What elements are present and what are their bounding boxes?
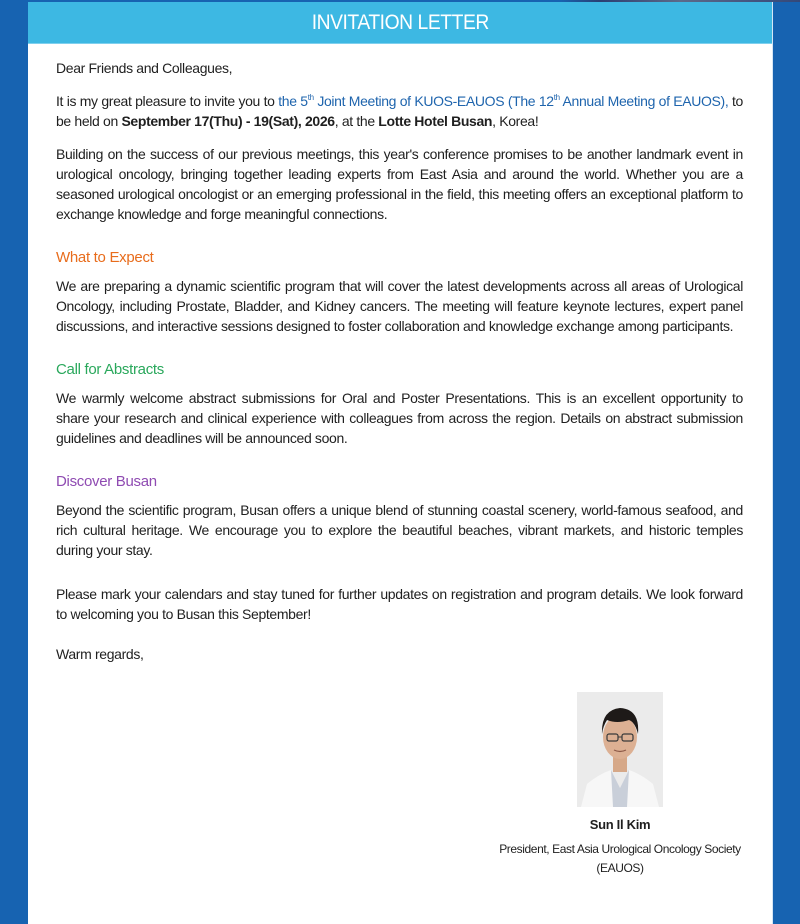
header-band (28, 2, 772, 44)
invitation-card (28, 2, 773, 924)
signatory-title-line2: (EAUOS) (596, 861, 644, 875)
section-text-call-for-abstracts: We warmly welcome abstract submissions for Oral and Poster Presentations. This is an excellent opportunity to share your research and clinical experience with colleagues from across the region. Details on abstract submission guidelines and deadlines will be announced soon. (56, 390, 743, 446)
signature-block (490, 692, 750, 878)
greeting: Dear Friends and Colleagues, (56, 60, 233, 76)
signatory-name: Sun Il Kim (589, 817, 651, 832)
section-title-call-for-abstracts: Call for Abstracts (56, 361, 164, 378)
closing-paragraph: Please mark your calendars and stay tuned for further updates on registration and program details. We look forward to welcoming you to Busan this September! (56, 586, 743, 622)
portrait-photo (577, 692, 663, 807)
regards: Warm regards, (56, 646, 144, 662)
meeting-dates: September 17(Thu) - 19(Sat), 2026 (121, 113, 335, 129)
building-paragraph: Building on the success of our previous meetings, this year's conference promises to be another landmark event in urological oncology, bringing together leading experts from East Asia and around the world. Whether you are a seasoned urological oncologist or an emerging professional in the field, this meeting offers an exceptional platform to exchange knowledge and forge meaningful connections. (56, 146, 743, 222)
intro-text: It is my great pleasure to invite you to (56, 93, 279, 109)
intro-paragraph: It is my great pleasure to invite you to the 5th Joint Meeting of KUOS-EAUOS (The 12th Annual Meeting of EAUOS), to be held on September 17(Thu) - 19(Sat), 2026, at the Lotte Hotel Busan, Korea! (56, 93, 743, 129)
section-title-discover-busan: Discover Busan (56, 473, 157, 490)
signatory-title (490, 840, 750, 878)
portrait-image (577, 692, 663, 807)
section-text-discover-busan: Beyond the scientific program, Busan offers a unique blend of stunning coastal scenery, world-famous seafood, and rich cultural heritage. We encourage you to explore the beautiful beaches, vibrant markets, and historic temples during your stay. (56, 502, 743, 558)
meeting-venue: Lotte Hotel Busan (378, 113, 493, 129)
letter-body (28, 44, 772, 664)
page-title: INVITATION LETTER (311, 10, 489, 34)
signatory-title-line1: President, East Asia Urological Oncology Society (499, 842, 741, 856)
section-text-what-to-expect: We are preparing a dynamic scientific program that will cover the latest developments across all areas of Urological Oncology, including Prostate, Bladder, and Kidney cancers. The meeting will feature keynote lectures, expert panel discussions, and interactive sessions designed to foster collaboration and knowledge exchange among participants. (56, 278, 743, 334)
section-title-what-to-expect: What to Expect (56, 249, 154, 266)
meeting-name: the 5th Joint Meeting of KUOS-EAUOS (The 12th Annual Meeting of EAUOS) (278, 93, 725, 109)
